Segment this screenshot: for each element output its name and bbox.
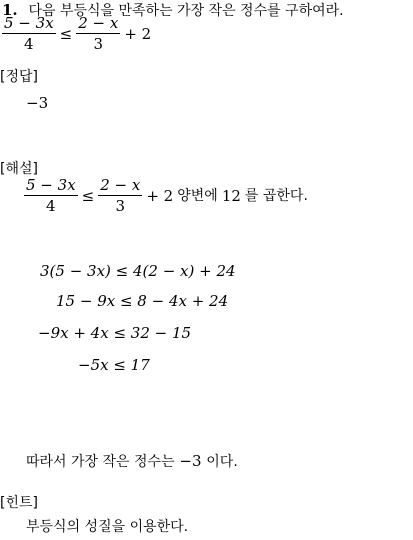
explanation-step: 3(5 − 3x) ≤ 4(2 − x) + 24	[40, 262, 236, 280]
answer-label: [정답]	[0, 69, 38, 85]
explanation-text-a: 양변에	[177, 188, 218, 204]
fraction-left-numerator: 5 − 3x	[4, 14, 54, 32]
explanation-conclusion	[26, 454, 238, 469]
fraction-right-denominator: 3	[93, 35, 104, 53]
hint-text: 부등식의 성질을 이용한다.	[26, 519, 189, 535]
explanation-fraction-left-numerator: 5 − 3x	[26, 176, 76, 194]
explanation-step: −9x + 4x ≤ 32 − 15	[38, 324, 192, 342]
problem-text: 다음 부등식을 만족하는 가장 작은 정수를 구하여라.	[28, 3, 344, 19]
explanation-step: 15 − 9x ≤ 8 − 4x + 24	[56, 292, 229, 310]
explanation-inequality-symbol: ≤	[81, 186, 95, 205]
answer-value: −3	[26, 94, 49, 112]
explanation-fraction-right-denominator: 3	[115, 197, 126, 215]
explanation-label: [해설]	[0, 161, 38, 177]
fraction-right-numerator: 2 − x	[78, 14, 119, 32]
inequality-tail: + 2	[124, 24, 152, 43]
conclusion-value: −3	[179, 452, 202, 470]
explanation-first-line	[22, 178, 310, 214]
explanation-fraction-right	[98, 178, 142, 214]
explanation-fraction-left	[24, 178, 78, 214]
explanation-fraction-left-denominator: 4	[46, 197, 56, 215]
explanation-tail: + 2	[146, 186, 174, 205]
fraction-left-denominator: 4	[24, 35, 34, 53]
hint-label: [힌트]	[0, 495, 38, 511]
problem-number: 1.	[2, 1, 18, 19]
problem-inequality	[0, 16, 153, 52]
explanation-multiplier: 12	[221, 186, 241, 205]
fraction-right	[76, 16, 120, 52]
inequality-symbol: ≤	[59, 24, 73, 43]
explanation-fraction-right-numerator: 2 − x	[100, 176, 141, 194]
conclusion-text-b: 이다.	[206, 454, 238, 470]
fraction-left	[2, 16, 56, 52]
explanation-text-b: 를 곱한다.	[244, 188, 308, 204]
explanation-step: −5x ≤ 17	[78, 356, 150, 374]
conclusion-text-a: 따라서 가장 작은 정수는	[26, 454, 175, 470]
